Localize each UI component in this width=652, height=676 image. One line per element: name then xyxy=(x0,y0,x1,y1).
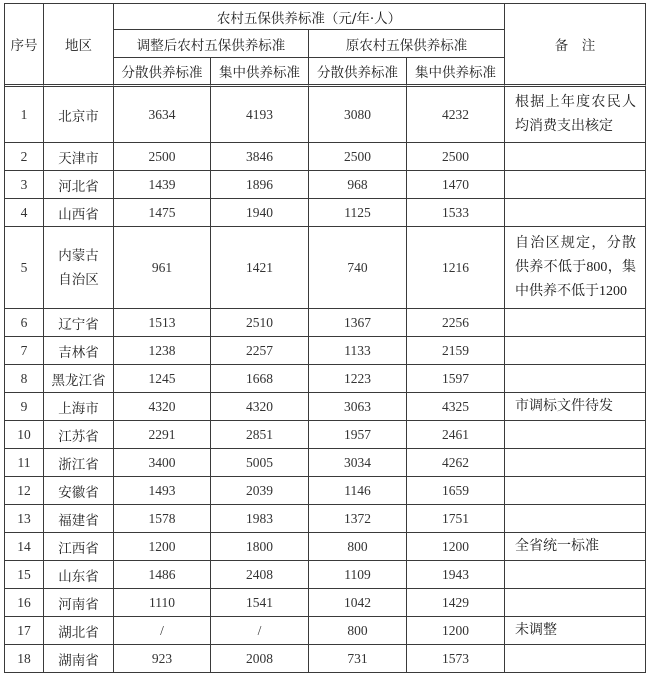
adjusted-centralized-cell xyxy=(211,309,309,337)
row-number-cell xyxy=(5,199,44,227)
adjusted-dispersed-text: 3400 xyxy=(148,454,176,470)
row-number-cell xyxy=(5,87,44,143)
adjusted-dispersed-text: / xyxy=(160,622,164,638)
adjusted-dispersed-text: 1486 xyxy=(148,566,176,582)
adjusted-dispersed-text: 2500 xyxy=(148,148,176,164)
adjusted-centralized-text: 2008 xyxy=(246,650,273,666)
row-number-cell xyxy=(5,589,44,617)
original-dispersed-cell xyxy=(309,505,407,533)
adjusted-centralized-cell xyxy=(211,227,309,309)
original-centralized-text: 1659 xyxy=(442,482,469,498)
adjusted-centralized-text: 2039 xyxy=(246,482,273,498)
header-seq xyxy=(5,4,44,87)
adjusted-dispersed-cell xyxy=(114,199,211,227)
row-number-cell xyxy=(5,449,44,477)
row-number-cell xyxy=(5,143,44,171)
notes-cell xyxy=(505,87,646,143)
row-number-cell xyxy=(5,645,44,673)
adjusted-dispersed-text: 1493 xyxy=(148,482,176,498)
notes-text: 未调整 xyxy=(515,622,557,638)
original-centralized-cell xyxy=(407,449,505,477)
adjusted-centralized-text: 2408 xyxy=(246,566,273,582)
adjusted-centralized-text: 5005 xyxy=(246,454,273,470)
header-adjusted-centralized xyxy=(211,58,309,87)
region-text: 江西省 xyxy=(58,540,99,557)
row-number-text: 12 xyxy=(17,482,31,498)
notes-cell xyxy=(505,617,646,645)
adjusted-dispersed-cell xyxy=(114,533,211,561)
adjusted-centralized-cell xyxy=(211,561,309,589)
notes-cell xyxy=(505,143,646,171)
region-text: 安徽省 xyxy=(58,484,99,501)
row-number-text: 13 xyxy=(17,510,31,526)
original-centralized-text: 1597 xyxy=(442,370,469,386)
region-cell xyxy=(44,337,114,365)
header-adjusted-standard xyxy=(114,30,309,58)
row-number-text: 4 xyxy=(20,204,28,220)
adjusted-dispersed-text: 4320 xyxy=(148,398,176,414)
original-centralized-cell xyxy=(407,505,505,533)
rural-five-guarantee-standards-table xyxy=(4,3,646,673)
original-centralized-cell xyxy=(407,393,505,421)
adjusted-centralized-text: 4193 xyxy=(246,106,273,122)
adjusted-centralized-cell xyxy=(211,365,309,393)
original-dispersed-cell xyxy=(309,477,407,505)
adjusted-dispersed-cell xyxy=(114,617,211,645)
original-centralized-cell xyxy=(407,365,505,393)
original-centralized-cell xyxy=(407,533,505,561)
adjusted-dispersed-cell xyxy=(114,143,211,171)
adjusted-dispersed-text: 1110 xyxy=(149,594,175,610)
original-centralized-text: 4232 xyxy=(442,106,469,122)
original-dispersed-text: 1367 xyxy=(344,314,371,330)
original-dispersed-text: 1109 xyxy=(344,566,371,582)
original-centralized-cell xyxy=(407,171,505,199)
adjusted-dispersed-cell xyxy=(114,477,211,505)
original-dispersed-text: 3034 xyxy=(344,454,371,470)
adjusted-centralized-cell xyxy=(211,87,309,143)
original-centralized-cell xyxy=(407,477,505,505)
adjusted-dispersed-text: 3634 xyxy=(148,106,176,122)
original-dispersed-cell xyxy=(309,393,407,421)
header-notes xyxy=(505,4,646,87)
row-number-text: 11 xyxy=(17,454,31,470)
region-text: 黑龙江省 xyxy=(51,372,106,389)
region-text: 山东省 xyxy=(58,568,99,585)
adjusted-centralized-cell xyxy=(211,533,309,561)
adjusted-dispersed-cell xyxy=(114,505,211,533)
notes-cell xyxy=(505,309,646,337)
adjusted-centralized-cell xyxy=(211,449,309,477)
region-text: 上海市 xyxy=(58,400,99,417)
region-cell xyxy=(44,143,114,171)
original-dispersed-text: 740 xyxy=(347,259,368,275)
notes-text: 全省统一标准 xyxy=(515,538,599,554)
original-dispersed-cell xyxy=(309,589,407,617)
region-cell xyxy=(44,533,114,561)
original-centralized-text: 1751 xyxy=(442,510,469,526)
original-dispersed-text: 1133 xyxy=(344,342,371,358)
original-centralized-text: 2461 xyxy=(442,426,469,442)
row-number-cell xyxy=(5,309,44,337)
row-number-cell xyxy=(5,617,44,645)
original-dispersed-cell xyxy=(309,143,407,171)
adjusted-centralized-text: 1800 xyxy=(246,538,273,554)
row-number-text: 10 xyxy=(17,426,31,442)
notes-cell xyxy=(505,421,646,449)
adjusted-centralized-cell xyxy=(211,645,309,673)
row-number-text: 9 xyxy=(20,398,28,414)
adjusted-centralized-cell xyxy=(211,143,309,171)
adjusted-centralized-text: 2510 xyxy=(246,314,273,330)
original-dispersed-text: 3080 xyxy=(344,106,371,122)
adjusted-centralized-cell xyxy=(211,505,309,533)
original-dispersed-cell xyxy=(309,199,407,227)
notes-cell xyxy=(505,337,646,365)
adjusted-centralized-text: / xyxy=(257,622,262,638)
original-dispersed-cell xyxy=(309,87,407,143)
row-number-text: 2 xyxy=(20,148,28,164)
region-cell xyxy=(44,87,114,143)
notes-text: 自治区规定，分散供养不低于800，集中供养不低于1200 xyxy=(515,235,636,299)
adjusted-centralized-cell xyxy=(211,421,309,449)
original-centralized-text: 1216 xyxy=(442,259,469,275)
original-dispersed-text: 800 xyxy=(347,538,368,554)
region-text: 湖南省 xyxy=(58,652,99,669)
header-seq-label: 序号 xyxy=(10,38,38,54)
region-text: 江苏省 xyxy=(58,428,99,445)
adjusted-dispersed-text: 1238 xyxy=(148,342,176,358)
row-number-cell xyxy=(5,533,44,561)
original-centralized-text: 1470 xyxy=(442,176,469,192)
original-dispersed-text: 800 xyxy=(347,622,368,638)
adjusted-centralized-text: 4320 xyxy=(246,398,273,414)
original-centralized-cell xyxy=(407,589,505,617)
original-centralized-text: 2159 xyxy=(442,342,469,358)
header-original-centralized xyxy=(407,58,505,87)
row-number-text: 1 xyxy=(20,106,28,122)
adjusted-centralized-text: 3846 xyxy=(246,148,273,164)
original-centralized-cell xyxy=(407,227,505,309)
original-centralized-cell xyxy=(407,87,505,143)
adjusted-dispersed-cell xyxy=(114,421,211,449)
original-centralized-cell xyxy=(407,645,505,673)
adjusted-dispersed-cell xyxy=(114,309,211,337)
region-text: 辽宁省 xyxy=(58,316,99,333)
notes-cell xyxy=(505,171,646,199)
original-centralized-text: 4325 xyxy=(442,398,469,414)
adjusted-dispersed-cell xyxy=(114,227,211,309)
original-dispersed-text: 3063 xyxy=(344,398,371,414)
header-adjusted-standard-label: 调整后农村五保供养标准 xyxy=(136,37,286,54)
header-adjusted-dispersed-label: 分散供养标准 xyxy=(121,65,203,81)
row-number-cell xyxy=(5,227,44,309)
region-text: 河北省 xyxy=(58,178,99,195)
original-centralized-text: 4262 xyxy=(442,454,469,470)
header-adjusted-dispersed xyxy=(114,58,211,87)
original-dispersed-cell xyxy=(309,365,407,393)
region-text: 天津市 xyxy=(58,150,99,167)
region-text: 吉林省 xyxy=(58,344,99,361)
adjusted-centralized-cell xyxy=(211,199,309,227)
adjusted-dispersed-text: 1513 xyxy=(148,314,176,330)
row-number-text: 17 xyxy=(17,622,31,638)
original-centralized-text: 1429 xyxy=(442,594,469,610)
original-dispersed-cell xyxy=(309,309,407,337)
row-number-text: 6 xyxy=(20,314,28,330)
region-cell xyxy=(44,421,114,449)
header-original-standard xyxy=(309,30,505,58)
region-cell xyxy=(44,617,114,645)
adjusted-centralized-cell xyxy=(211,171,309,199)
region-cell xyxy=(44,561,114,589)
adjusted-dispersed-text: 961 xyxy=(151,259,173,275)
row-number-text: 15 xyxy=(17,566,31,582)
region-cell xyxy=(44,365,114,393)
header-standard-title-label: 农村五保供养标准（元/年·人） xyxy=(216,10,402,27)
original-dispersed-cell xyxy=(309,533,407,561)
original-centralized-text: 1573 xyxy=(442,650,469,666)
header-adjusted-centralized-label: 集中供养标准 xyxy=(219,65,300,81)
notes-cell xyxy=(505,199,646,227)
region-cell xyxy=(44,309,114,337)
notes-cell xyxy=(505,227,646,309)
adjusted-centralized-text: 1421 xyxy=(246,259,273,275)
region-cell xyxy=(44,449,114,477)
row-number-text: 16 xyxy=(17,594,31,610)
original-dispersed-cell xyxy=(309,227,407,309)
region-cell xyxy=(44,505,114,533)
adjusted-dispersed-text: 1475 xyxy=(148,204,176,220)
adjusted-centralized-text: 1668 xyxy=(246,370,273,386)
row-number-cell xyxy=(5,505,44,533)
region-text: 内蒙古自治区 xyxy=(58,247,99,288)
row-number-cell xyxy=(5,561,44,589)
region-cell xyxy=(44,171,114,199)
notes-text: 根据上年度农民人均消费支出核定 xyxy=(515,94,636,134)
region-text: 北京市 xyxy=(58,108,99,125)
adjusted-dispersed-text: 1439 xyxy=(148,176,176,192)
notes-cell xyxy=(505,365,646,393)
header-original-standard-label: 原农村五保供养标准 xyxy=(345,37,468,54)
header-standard-title xyxy=(114,4,505,30)
header-region xyxy=(44,4,114,87)
notes-cell xyxy=(505,533,646,561)
original-dispersed-cell xyxy=(309,171,407,199)
original-centralized-cell xyxy=(407,143,505,171)
header-original-dispersed-label: 分散供养标准 xyxy=(317,65,398,81)
region-cell xyxy=(44,645,114,673)
original-dispersed-text: 731 xyxy=(347,650,368,666)
adjusted-dispersed-cell xyxy=(114,589,211,617)
region-text: 浙江省 xyxy=(58,456,99,473)
notes-cell xyxy=(505,589,646,617)
adjusted-dispersed-text: 2291 xyxy=(148,426,176,442)
original-dispersed-text: 1042 xyxy=(344,594,371,610)
adjusted-dispersed-cell xyxy=(114,171,211,199)
adjusted-dispersed-text: 923 xyxy=(151,650,173,666)
adjusted-dispersed-cell xyxy=(114,645,211,673)
header-region-label: 地区 xyxy=(65,38,92,54)
row-number-text: 14 xyxy=(17,538,31,554)
original-centralized-cell xyxy=(407,337,505,365)
original-centralized-text: 2256 xyxy=(442,314,469,330)
original-dispersed-text: 1223 xyxy=(344,370,371,386)
adjusted-dispersed-cell xyxy=(114,393,211,421)
region-text: 福建省 xyxy=(58,512,99,529)
original-dispersed-text: 2500 xyxy=(344,148,371,164)
row-number-cell xyxy=(5,365,44,393)
row-number-cell xyxy=(5,477,44,505)
adjusted-dispersed-cell xyxy=(114,449,211,477)
original-centralized-text: 1200 xyxy=(442,622,469,638)
original-centralized-cell xyxy=(407,561,505,589)
row-number-text: 3 xyxy=(20,176,28,192)
original-dispersed-cell xyxy=(309,337,407,365)
region-cell xyxy=(44,477,114,505)
row-number-cell xyxy=(5,421,44,449)
adjusted-dispersed-cell xyxy=(114,561,211,589)
original-dispersed-cell xyxy=(309,449,407,477)
adjusted-centralized-cell xyxy=(211,337,309,365)
row-number-text: 7 xyxy=(20,342,28,358)
original-centralized-text: 1533 xyxy=(442,204,469,220)
region-cell xyxy=(44,227,114,309)
adjusted-centralized-text: 2257 xyxy=(246,342,273,358)
adjusted-centralized-text: 1940 xyxy=(246,204,273,220)
row-number-cell xyxy=(5,171,44,199)
original-centralized-text: 1200 xyxy=(442,538,469,554)
adjusted-centralized-cell xyxy=(211,477,309,505)
original-dispersed-cell xyxy=(309,561,407,589)
original-dispersed-text: 1957 xyxy=(344,426,371,442)
original-dispersed-text: 968 xyxy=(347,176,368,192)
notes-text: 市调标文件待发 xyxy=(515,398,613,414)
row-number-text: 5 xyxy=(20,259,28,275)
original-dispersed-text: 1125 xyxy=(344,204,371,220)
original-centralized-cell xyxy=(407,421,505,449)
row-number-text: 8 xyxy=(20,370,28,386)
original-dispersed-text: 1146 xyxy=(344,482,371,498)
adjusted-centralized-text: 1541 xyxy=(246,594,273,610)
original-dispersed-cell xyxy=(309,645,407,673)
adjusted-dispersed-text: 1578 xyxy=(148,510,176,526)
adjusted-dispersed-text: 1245 xyxy=(148,370,176,386)
adjusted-dispersed-cell xyxy=(114,365,211,393)
adjusted-centralized-text: 2851 xyxy=(246,426,273,442)
adjusted-centralized-cell xyxy=(211,617,309,645)
region-text: 河南省 xyxy=(58,596,99,613)
notes-cell xyxy=(505,393,646,421)
region-text: 湖北省 xyxy=(58,624,99,641)
region-cell xyxy=(44,393,114,421)
header-original-dispersed xyxy=(309,58,407,87)
original-centralized-cell xyxy=(407,617,505,645)
header-original-centralized-label: 集中供养标准 xyxy=(415,65,496,81)
notes-cell xyxy=(505,477,646,505)
original-centralized-text: 2500 xyxy=(442,148,469,164)
header-notes-label: 备 注 xyxy=(554,38,596,54)
region-cell xyxy=(44,199,114,227)
row-number-cell xyxy=(5,337,44,365)
adjusted-centralized-cell xyxy=(211,589,309,617)
original-centralized-cell xyxy=(407,199,505,227)
notes-cell xyxy=(505,645,646,673)
row-number-cell xyxy=(5,393,44,421)
adjusted-dispersed-text: 1200 xyxy=(148,538,176,554)
region-cell xyxy=(44,589,114,617)
adjusted-dispersed-cell xyxy=(114,337,211,365)
original-centralized-text: 1943 xyxy=(442,566,469,582)
row-number-text: 18 xyxy=(17,650,31,666)
adjusted-centralized-text: 1983 xyxy=(246,510,273,526)
original-dispersed-text: 1372 xyxy=(344,510,371,526)
adjusted-dispersed-cell xyxy=(114,87,211,143)
original-dispersed-cell xyxy=(309,617,407,645)
notes-cell xyxy=(505,449,646,477)
notes-cell xyxy=(505,505,646,533)
adjusted-centralized-cell xyxy=(211,393,309,421)
original-dispersed-cell xyxy=(309,421,407,449)
region-text: 山西省 xyxy=(58,206,99,223)
original-centralized-cell xyxy=(407,309,505,337)
notes-cell xyxy=(505,561,646,589)
adjusted-centralized-text: 1896 xyxy=(246,176,273,192)
